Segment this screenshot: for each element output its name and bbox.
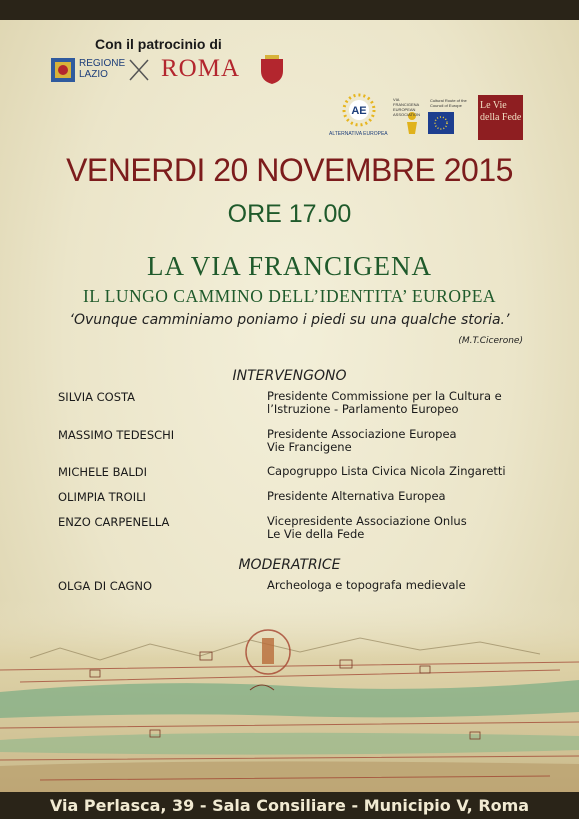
speaker-role: Presidente Associazione Europea Vie Francigene bbox=[267, 427, 457, 454]
footer-address: Via Perlasca, 39 - Sala Consiliare - Municipio V, Roma bbox=[49, 796, 530, 815]
quote-text: ‘Ovunque camminiamo poniamo i piedi su una qualche storia.’ bbox=[69, 312, 510, 328]
council-of-europe-caption: Cultural Route of the Council of Europe bbox=[430, 98, 467, 108]
roma-logo-text: ROMA bbox=[161, 55, 241, 82]
speaker-role: Presidente Alternativa Europea bbox=[267, 489, 446, 503]
event-time: ORE 17.00 bbox=[227, 200, 352, 228]
moderator-role: Archeologa e topografa medievale bbox=[267, 578, 466, 592]
ancient-map-illustration bbox=[0, 600, 579, 795]
speaker-name: OLIMPIA TROILI bbox=[58, 490, 146, 504]
moderator-name: OLGA DI CAGNO bbox=[58, 579, 153, 593]
speakers-heading: INTERVENGONO bbox=[232, 368, 347, 384]
regione-lazio-text: REGIONE LAZIO bbox=[79, 58, 126, 80]
quote-author: (M.T.Cicerone) bbox=[458, 336, 523, 346]
speaker-name: MICHELE BALDI bbox=[58, 465, 147, 479]
event-subtitle: IL LUNGO CAMMINO DELL’IDENTITA’ EUROPEA bbox=[82, 286, 497, 306]
speaker-name: MASSIMO TEDESCHI bbox=[58, 428, 175, 442]
alternativa-europea-caption: ALTERNATIVA EUROPEA bbox=[329, 131, 388, 137]
moderator-heading: MODERATRICE bbox=[238, 557, 341, 573]
roma-crest-icon bbox=[259, 55, 285, 85]
patronage-label: Con il patrocinio di bbox=[95, 36, 222, 52]
speaker-role: Capogruppo Lista Civica Nicola Zingaretti bbox=[267, 464, 506, 478]
svg-text:AE: AE bbox=[351, 105, 367, 117]
speaker-name: ENZO CARPENELLA bbox=[58, 515, 170, 529]
council-of-europe-icon bbox=[428, 112, 454, 134]
speaker-role: Vicepresidente Associazione Onlus Le Vie della Fede bbox=[267, 514, 467, 541]
le-vie-della-fede-text: Le Vie della Fede bbox=[480, 100, 522, 123]
event-date: VENERDI 20 NOVEMBRE 2015 bbox=[66, 152, 513, 188]
via-francigena-caption: VIA FRANCIGENA EUROPEAN ASSOCIATION bbox=[393, 97, 421, 117]
event-title: LA VIA FRANCIGENA bbox=[146, 251, 433, 281]
speaker-name: SILVIA COSTA bbox=[58, 390, 135, 404]
top-border bbox=[0, 0, 579, 20]
speaker-role: Presidente Commissione per la Cultura e l’Istruzione - Parlamento Europeo bbox=[267, 389, 502, 416]
